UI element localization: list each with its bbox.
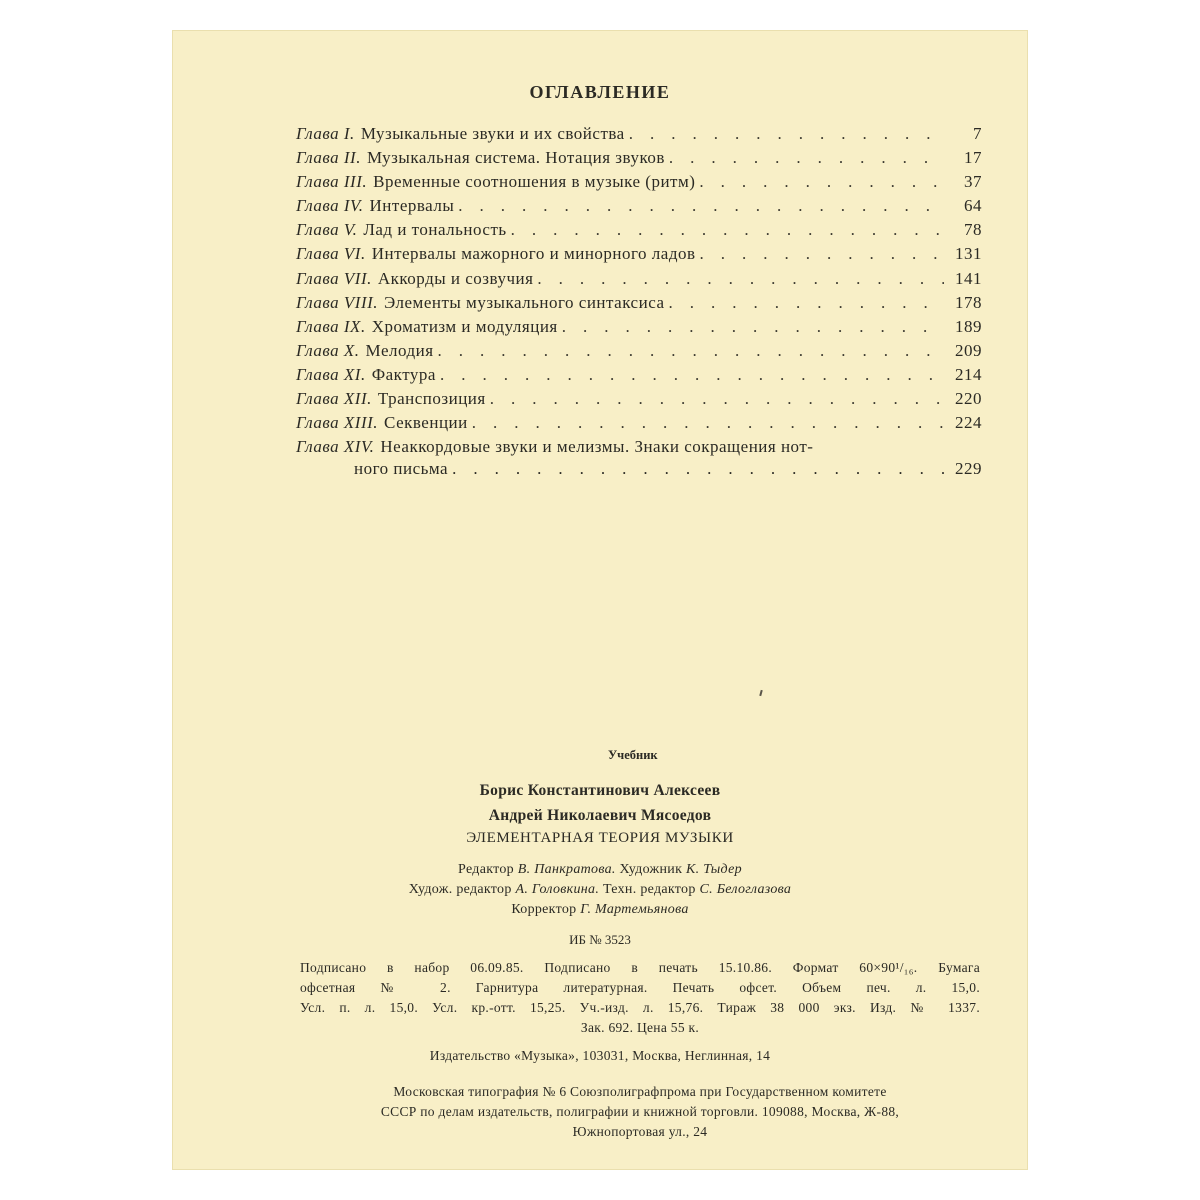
chapter-title: Элементы музыкального синтаксиса	[384, 292, 665, 312]
leader-dots	[537, 269, 944, 289]
chapter-label: Глава X.	[296, 340, 360, 360]
toc-entry	[296, 365, 982, 389]
chapter-label: Глава XIV.	[296, 437, 375, 457]
page-number: 189	[955, 316, 982, 336]
chapter-title: Временные соотношения в музыке (ритм)	[373, 172, 696, 192]
toc-heading: ОГЛАВЛЕНИЕ	[529, 82, 671, 102]
book-kind: Учебник	[608, 748, 658, 762]
credit-role: Худож. редактор	[408, 882, 512, 897]
ib-number: ИБ № 3523	[569, 932, 631, 947]
print-specs	[300, 958, 980, 1038]
printer-line: Южнопортовая ул., 24	[572, 1124, 708, 1139]
page-number: 7	[973, 124, 982, 143]
page-number: 229	[955, 459, 982, 479]
credit-person: С. Белоглазова	[699, 882, 792, 897]
toc-entry	[296, 124, 982, 148]
chapter-label: Глава III.	[296, 172, 368, 192]
chapter-title: Аккорды и созвучия	[377, 268, 534, 288]
credit-person: Г. Мартемьянова	[580, 902, 689, 917]
leader-dots	[511, 220, 944, 240]
chapter-label: Глава VIII.	[296, 292, 379, 312]
leader-dots	[472, 413, 944, 433]
toc-entry	[296, 148, 982, 172]
specs-line: Подписано в набор 06.09.85. Подписано в печать 15.10.86. Формат 60×90¹/₁₆. Бумага	[300, 960, 980, 975]
author-name: Андрей Николаевич Мясоедов	[488, 807, 712, 824]
leader-dots	[700, 244, 944, 264]
specs-line: Усл. п. л. 15,0. Усл. кр.-отт. 15,25. Уч.-изд. л. 15,76. Тираж 38 000 экз. Изд. № 1337.	[300, 1000, 980, 1015]
toc-entry	[296, 413, 982, 437]
toc-entry	[296, 269, 982, 293]
page-number: 37	[964, 172, 982, 192]
print-speck	[759, 690, 762, 696]
publisher: Издательство «Музыка», 103031, Москва, Неглинная, 14	[429, 1048, 771, 1063]
toc-entry	[296, 293, 982, 317]
chapter-title: Интервалы	[369, 196, 455, 216]
chapter-label: Глава VII.	[296, 268, 372, 288]
toc-entry	[296, 341, 982, 365]
credit-role: Корректор	[511, 902, 577, 917]
credit-role: Художник	[619, 862, 683, 877]
chapter-label: Глава XII.	[296, 389, 372, 409]
toc-entry	[296, 220, 982, 244]
leader-dots	[699, 172, 944, 192]
credit-role: Техн. редактор	[602, 882, 696, 897]
page-number: 209	[955, 340, 982, 360]
credit-person: А. Головкина.	[515, 882, 600, 897]
leader-dots	[562, 317, 944, 337]
leader-dots	[458, 196, 944, 216]
credits-line	[172, 902, 1028, 918]
chapter-label: Глава I.	[296, 124, 355, 143]
chapter-title: Лад и тональность	[363, 220, 507, 240]
chapter-label: Глава XIII.	[296, 413, 379, 433]
chapter-title: Неаккордовые звуки и мелизмы. Знаки сокращения нот-	[380, 437, 814, 457]
book-title: ЭЛЕМЕНТАРНАЯ ТЕОРИЯ МУЗЫКИ	[466, 830, 734, 846]
credits-line	[172, 862, 1028, 878]
chapter-title: Мелодия	[365, 340, 434, 360]
toc-entry	[296, 317, 982, 341]
page-number: 214	[955, 364, 982, 384]
chapter-title: Фактура	[371, 364, 436, 384]
chapter-title: Музыкальная система. Нотация звуков	[366, 148, 665, 168]
page-number: 224	[955, 413, 982, 433]
toc-entry	[296, 172, 982, 196]
chapter-label: Глава II.	[296, 148, 361, 168]
page-number: 64	[964, 196, 982, 216]
page-number: 17	[964, 148, 982, 168]
page-number: 220	[955, 389, 982, 409]
credit-person: К. Тыдер	[686, 862, 742, 877]
chapter-label: Глава VI.	[296, 244, 366, 264]
chapter-label: Глава IX.	[296, 316, 366, 336]
chapter-title: Музыкальные звуки и их свойства	[360, 124, 625, 143]
author-name: Борис Константинович Алексеев	[479, 782, 721, 799]
leader-dots	[438, 341, 944, 361]
leader-dots	[452, 459, 944, 479]
printer-line: Московская типография № 6 Союзполиграфпрома при Государственном комитете	[393, 1084, 887, 1099]
page-number: 131	[955, 244, 982, 264]
toc-entry	[296, 244, 982, 268]
toc-entry	[296, 196, 982, 220]
chapter-label: Глава V.	[296, 220, 358, 240]
chapter-title-continued: ного письма	[354, 459, 449, 479]
specs-line: Зак. 692. Цена 55 к.	[580, 1020, 700, 1035]
leader-dots	[490, 389, 944, 409]
toc-entry	[296, 389, 982, 413]
toc-entry	[296, 437, 982, 481]
printer-line: СССР по делам издательств, полиграфии и книжной торговли. 109088, Москва, Ж-88,	[380, 1104, 900, 1119]
chapter-title: Интервалы мажорного и минорного ладов	[371, 244, 696, 264]
page-number: 178	[955, 292, 982, 312]
chapter-title: Хроматизм и модуляция	[371, 316, 558, 336]
leader-dots	[669, 148, 944, 168]
chapter-label: Глава XI.	[296, 364, 366, 384]
specs-line: офсетная № 2. Гарнитура литературная. Печать офсет. Объем печ. л. 15,0.	[300, 980, 980, 995]
credit-role: Редактор	[458, 862, 514, 877]
page-number: 141	[955, 268, 982, 288]
leader-dots	[629, 124, 944, 144]
chapter-label: Глава IV.	[296, 196, 364, 216]
credit-person: В. Панкратова.	[517, 862, 616, 877]
printer-info	[300, 1082, 980, 1142]
chapter-title: Транспозиция	[377, 389, 486, 409]
book-page	[172, 30, 1028, 1170]
page-number: 78	[964, 220, 982, 240]
leader-dots	[669, 293, 945, 313]
credits-line	[172, 882, 1028, 898]
chapter-title: Секвенции	[384, 413, 468, 433]
leader-dots	[440, 365, 944, 385]
table-of-contents	[296, 124, 982, 481]
